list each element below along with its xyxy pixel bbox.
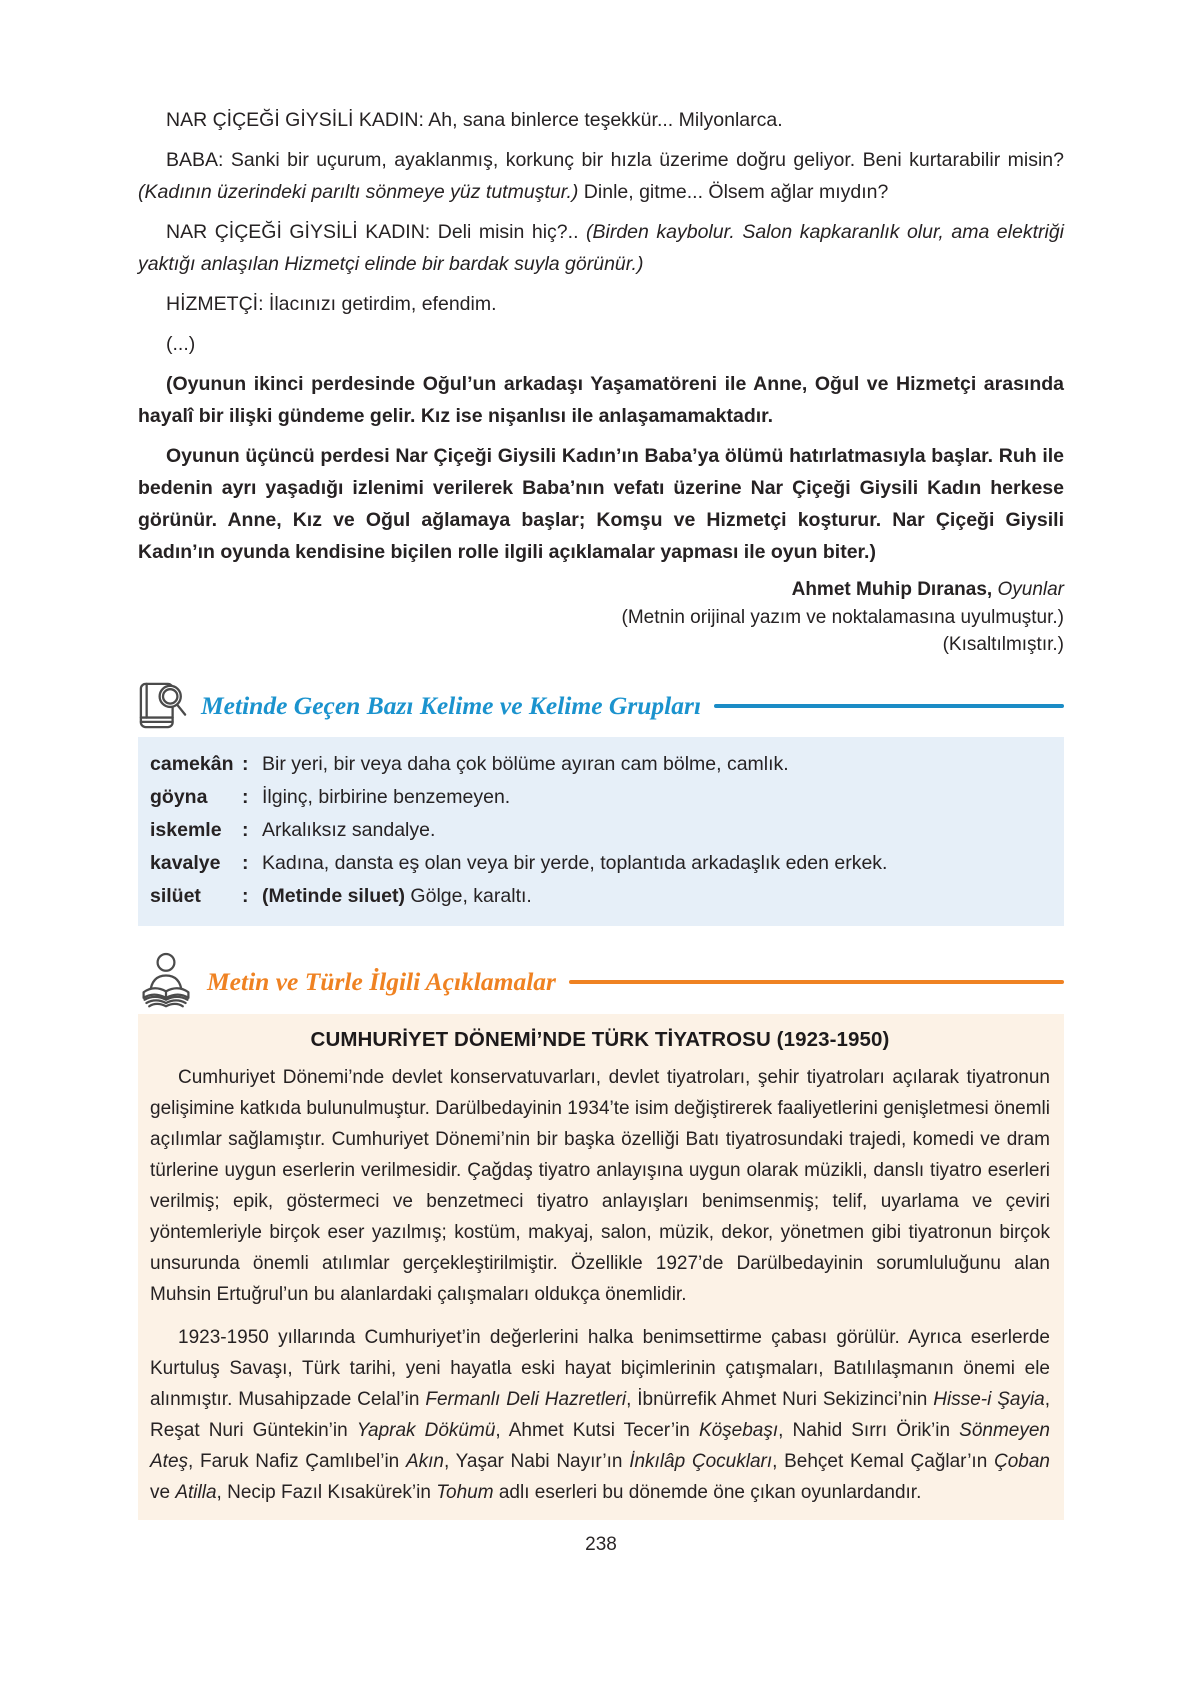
content-column	[138, 0, 1064, 1556]
play-excerpt	[138, 104, 1064, 568]
ellipsis-line: (...)	[166, 333, 196, 355]
vocab-row	[150, 814, 1044, 847]
attribution	[138, 576, 1064, 659]
attribution-note-abridged: (Kısaltılmıştır.)	[942, 634, 1064, 655]
vocabulary-title: Metinde Geçen Bazı Kelime ve Kelime Grupları	[201, 690, 702, 720]
vocab-term: kavalye	[150, 851, 221, 874]
vocabulary-rule	[714, 704, 1064, 708]
vocab-definition: Kadına, dansta eş olan veya bir yerde, toplantıda arkadaşlık eden erkek.	[262, 851, 888, 874]
vocab-colon: :	[242, 818, 249, 841]
vocab-definition: Arkalıksız sandalye.	[262, 818, 436, 841]
work-title: Oyunlar	[997, 579, 1064, 600]
explanations-title: Metin ve Türle İlgili Açıklamalar	[207, 966, 556, 996]
dialog-line-father: BABA: Sanki bir uçurum, ayaklanmış, korkunç bir hızla üzerime doğru geliyor. Beni kurtarabilir misin? (Kadının üzerindeki parıltı sönmeye yüz tutmuştur.) Dinle, gitme... Ölsem ağlar mıydın?	[138, 149, 1064, 203]
explanations-rule	[569, 980, 1064, 984]
reader-icon	[138, 952, 194, 1012]
dialog-line-maid: HİZMETÇİ: İlacınızı getirdim, efendim.	[166, 293, 497, 315]
synopsis-paragraph-2: Oyunun üçüncü perdesi Nar Çiçeği Giysili Kadın’ın Baba’ya ölümü hatırlatmasıyla başlar. Ruh ile bedenin ayrı yaşadığı izlenimi verilerek Baba’nın vefatı üzerine Nar Çiçeği Giysili Kadın herkese görünür. Anne, Kız ve Oğul ağlamaya başlar; Komşu ve Hizmetçi koşturur. Nar Çiçeği Giysili Kadın’ın oyunda kendisine biçilen rolle ilgili açıklamalar yapması ile oyun biter.)	[138, 445, 1064, 563]
vocabulary-box	[138, 737, 1064, 926]
vocab-row	[150, 748, 1044, 781]
vocab-definition: İlginç, birbirine benzemeyen.	[262, 785, 511, 808]
vocab-colon: :	[242, 752, 249, 775]
dialog-line-woman-1: NAR ÇİÇEĞİ GİYSİLİ KADIN: Ah, sana binlerce teşekkür... Milyonlarca.	[166, 109, 783, 131]
author-name: Ahmet Muhip Dıranas,	[791, 579, 993, 600]
attribution-note-orthography: (Metnin orijinal yazım ve noktalamasına uyulmuştur.)	[621, 606, 1064, 628]
synopsis-paragraph-1: (Oyunun ikinci perdesinde Oğul’un arkadaşı Yaşamatöreni ile Anne, Oğul ve Hizmetçi arasında hayalî bir ilişki gündeme gelir. Kız ise nişanlısı ile anlaşamamaktadır.	[138, 373, 1064, 427]
explanations-paragraph-2: 1923-1950 yıllarında Cumhuriyet’in değerlerini halka benimsettirme çabası görülür. Ayrıca eserlerde Kurtuluş Savaşı, Türk tarihi, yeni hayatla eski hayat biçimlerinin çatışmaları, Batılılaşmanın önemi ele alınmıştır. Musahipzade Celal’in Fermanlı Deli Hazretleri, İbnürrefik Ahmet Nuri Sekizinci’nin Hisse-i Şayia, Reşat Nuri Güntekin’in Yaprak Dökümü, Ahmet Kutsi Tecer’in Köşebaşı, Nahid Sırrı Örik’in Sönmeyen Ateş, Faruk Nafiz Çamlıbel’in Akın, Yaşar Nabi Nayır’ın İnkılâp Çocukları, Behçet Kemal Çağlar’ın Çoban ve Atilla, Necip Fazıl Kısakürek’in Tohum adlı eserleri bu dönemde öne çıkan oyunlardandır.	[150, 1326, 1051, 1503]
book-magnifier-icon	[138, 681, 188, 731]
vocab-row	[150, 781, 1044, 814]
vocab-colon: :	[242, 884, 249, 907]
vocab-term: silüet	[150, 884, 201, 907]
vocab-colon: :	[242, 851, 249, 874]
vocab-colon: :	[242, 785, 249, 808]
vocab-definition: (Metinde siluet) Gölge, karaltı.	[262, 884, 532, 907]
vocab-row	[150, 847, 1044, 880]
vocab-definition: Bir yeri, bir veya daha çok bölüme ayıran cam bölme, camlık.	[262, 752, 789, 775]
explanations-paragraph-1: Cumhuriyet Dönemi’nde devlet konservatuvarları, devlet tiyatroları, şehir tiyatroları açılarak tiyatronun gelişimine katkıda bulunulmuştur. Darülbedayinin 1934’te isim değiştirerek faaliyetlerini genişletmesi önemli açılımlar sağlamıştır. Cumhuriyet Dönemi’nin bir başka özelliği Batı tiyatrosundaki trajedi, komedi ve dram türlerine uygun eserlerin verilmesidir. Çağdaş tiyatro anlayışına uygun olarak müzikli, danslı tiyatro eserleri verilmiş; epik, göstermeci ve benzetmeci tiyatro anlayışları benimsenmiş; telif, uyarlama ve çeviri yöntemleriyle birçok eser yazılmış; kostüm, makyaj, salon, müzik, dekor, yönetmen gibi tiyatronun birçok unsurunda önemli atılımlar gerçekleştirilmiştir. Özellikle 1927’de Darülbedayinin sorumluluğunu alan Muhsin Ertuğrul’un bu alanlardaki çalışmaları oldukça önemlidir.	[150, 1066, 1050, 1305]
vocab-term: göyna	[150, 785, 208, 808]
page-number: 238	[585, 1533, 617, 1555]
explanations-header	[138, 952, 1064, 1012]
vocab-term: iskemle	[150, 818, 222, 841]
attribution-source	[138, 576, 1064, 604]
vocabulary-header	[138, 681, 1064, 731]
vocab-row	[150, 880, 1044, 913]
dialog-line-woman-2: NAR ÇİÇEĞİ GİYSİLİ KADIN: Deli misin hiç?.. (Birden kaybolur. Salon kapkaranlık olur, ama elektriği yaktığı anlaşılan Hizmetçi elinde bir bardak suyla görünür.)	[138, 221, 1065, 275]
explanations-heading: CUMHURİYET DÖNEMİ’NDE TÜRK TİYATROSU (1923-1950)	[310, 1027, 890, 1051]
explanations-box	[138, 1014, 1064, 1520]
vocab-term: camekân	[150, 752, 234, 775]
